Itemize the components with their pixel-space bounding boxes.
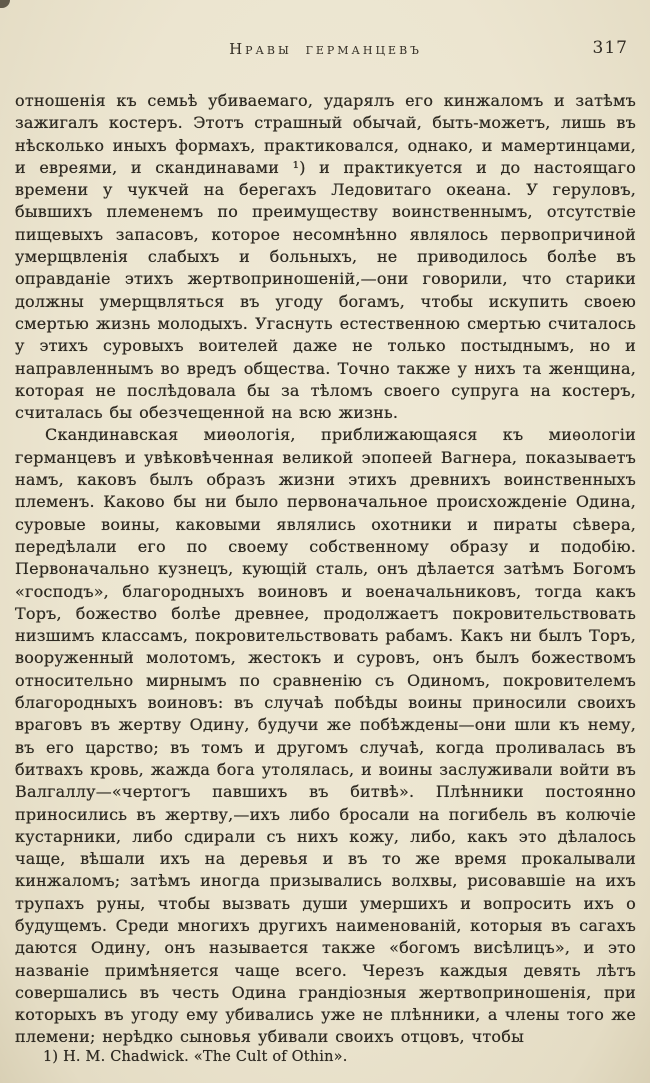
- scan-corner-artifact: [0, 0, 10, 8]
- page-body: [15, 90, 636, 1049]
- page-header: [15, 34, 636, 68]
- footnote: 1) H. M. Chadwick. «The Cult of Othin».: [43, 1048, 348, 1065]
- page-number: 317: [592, 38, 628, 58]
- paragraph-2: Скандинавская миѳологія, приближающаяся къ миѳологіи германцевъ и увѣковѣченная великой эпопеей Вагнера, показываетъ намъ, каковъ былъ образъ жизни этихъ древнихъ воинственныхъ племенъ. Каково бы ни было первоначальное происхожденіе Одина, суровые воины, каковыми являлись охотники и пираты сѣвера, передѣлали его по своему собственному образу и подобію. Первоначально кузнецъ, кующій сталь, онъ дѣлается затѣмъ Богомъ «господъ», благородныхъ воиновъ и военачальниковъ, тогда какъ Торъ, божество болѣе древнее, продолжаетъ покровительствовать низшимъ классамъ, покровительствовать рабамъ. Какъ ни былъ Торъ, вооруженный молотомъ, жестокъ и суровъ, онъ былъ божествомъ относительно мирнымъ по сравненію съ Одиномъ, покровителемъ благородныхъ воиновъ: въ случаѣ побѣды воины приносили своихъ враговъ въ жертву Одину, будучи же побѣждены—они шли къ нему, въ его царство; въ томъ и другомъ случаѣ, когда проливалась въ битвахъ кровь, жажда бога утолялась, и воины заслуживали войти въ Валгаллу—«чертогъ павшихъ въ битвѣ». Плѣнники постоянно приносились въ жертву,—ихъ либо бросали на погибель въ колючіе кустарники, либо сдирали съ нихъ кожу, либо, какъ это дѣлалось чаще, вѣшали ихъ на деревья и въ то же время прокалывали кинжаломъ; затѣмъ иногда призывались волхвы, рисовавшіе на ихъ трупахъ руны, чтобы вызвать души умершихъ и вопросить ихъ о будущемъ. Среди многихъ другихъ наименованій, которыя въ сагахъ даются Одину, онъ называется также «богомъ висѣлицъ», и это названіе примѣняется чаще всего. Черезъ каждыя девять лѣтъ совершались въ честь Одина грандіозныя жертвоприношенія, при которыхъ въ угоду ему убивались уже не плѣнники, а члены того же племени; нерѣдко сыновья убивали своихъ отцовъ, чтобы: [15, 425, 636, 1047]
- footnote-area: [15, 1049, 636, 1071]
- running-title: Нравы германцевъ: [229, 40, 422, 58]
- paragraph-1: отношенія къ семьѣ убиваемаго, ударялъ его кинжаломъ и затѣмъ зажигалъ костеръ. Этотъ страшный обычай, быть-можетъ, лишь въ нѣсколько иныхъ формахъ, практиковался, однако, и мамертинцами, и евреями, и скандинавами ¹) и практикуется и до настоящаго времени у чукчей на берегахъ Ледовитаго океана. У геруловъ, бывшихъ племенемъ по преимуществу воинственнымъ, отсутствіе пищевыхъ запасовъ, которое несомнѣнно являлось первопричиной умерщвленія слабыхъ и больныхъ, не приводилось болѣе въ оправданіе этихъ жертвоприношеній,—они говорили, что старики должны умерщвляться въ угоду богамъ, чтобы искупить своею смертью жизнь молодыхъ. Угаснуть естественною смертью считалось у этихъ суровыхъ воителей даже не только постыднымъ, но и направленнымъ во вредъ общества. Точно также у нихъ та женщина, которая не послѣдовала бы за тѣломъ своего супруга на костеръ, считалась бы обезчещенной на всю жизнь.: [15, 91, 636, 423]
